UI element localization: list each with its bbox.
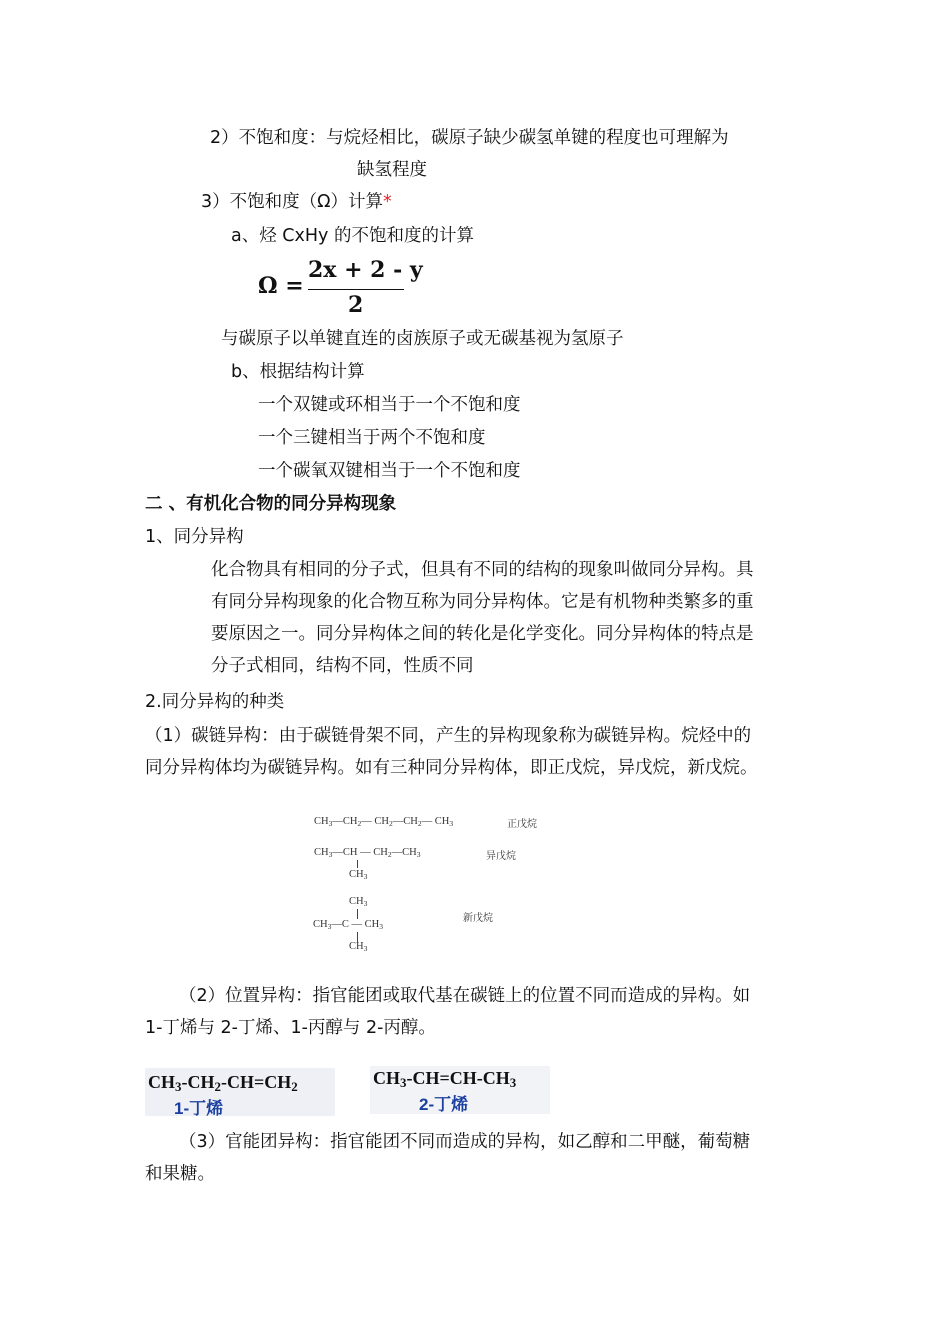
item3-heading <box>201 190 392 214</box>
important-star-icon: * <box>383 192 392 212</box>
paragraph-line: （1）碳链异构：由于碳链骨架不同，产生的异构现象称为碳链异构。烷烃中的 <box>145 726 752 746</box>
functional-group-isomerism <box>145 1126 750 1190</box>
paragraph-line: （2）位置异构：指官能团或取代基在碳链上的位置不同而造成的异构。如 <box>179 986 751 1006</box>
item2-line2: 缺氢程度 <box>357 160 427 180</box>
item-b-label: b、根据结构计算 <box>231 362 365 382</box>
formula-lhs: Ω = <box>258 273 304 299</box>
1-butene-name: 1-丁烯 <box>174 1099 224 1118</box>
halogen-note: 与碳原子以单键直连的卤族原子或无碳基视为氢原子 <box>221 329 624 349</box>
isopentane-name: 异戊烷 <box>486 851 516 862</box>
subheading-isomerism: 1、同分异构 <box>145 527 244 547</box>
isopentane-branch: $CH_3$ <box>349 869 368 881</box>
rule-double-bond: 一个双键或环相当于一个不饱和度 <box>258 395 521 415</box>
neopentane-top: $CH_3$ <box>349 896 368 908</box>
section2-heading: 二 、有机化合物的同分异构现象 <box>145 494 397 514</box>
neopentane-main: $CH_3—C$ — $CH_3$ <box>313 919 383 931</box>
item-a-label: a、烃 CxHy 的不饱和度的计算 <box>231 226 474 246</box>
paragraph-line: 要原因之一。同分异构体之间的转化是化学变化。同分异构体的特点是 <box>211 624 754 644</box>
subheading-types: 2.同分异构的种类 <box>145 692 285 712</box>
bond-line <box>357 909 358 919</box>
isopentane-formula: $CH_3—CH$ — $CH_2—CH_3$ <box>314 847 421 859</box>
item3-label: 3）不饱和度（Ω）计算 <box>201 192 384 212</box>
neopentane-bottom: $CH_3$ <box>349 941 368 953</box>
rule-triple-bond: 一个三键相当于两个不饱和度 <box>258 428 486 448</box>
paragraph-line: （3）官能团异构：指官能团不同而造成的异构，如乙醇和二甲醚，葡萄糖 <box>179 1132 751 1152</box>
fraction-bar <box>308 289 404 290</box>
2-butene-name: 2-丁烯 <box>419 1095 469 1114</box>
2-butene-formula: $CH_3-CH=CH-CH_3$ <box>373 1068 517 1091</box>
rule-carbonyl: 一个碳氧双键相当于一个不饱和度 <box>258 461 521 481</box>
n-pentane-formula: $CH_3—CH_2—$ $CH_2—CH_2—$ $CH_3$ <box>314 816 454 828</box>
carbon-chain-isomerism <box>145 720 758 784</box>
paragraph-line: 1-丁烯与 2-丁烯、1-丙醇与 2-丙醇。 <box>145 1018 436 1038</box>
isomerism-definition <box>211 554 754 682</box>
bond-line <box>357 860 358 868</box>
neopentane-name: 新戊烷 <box>463 913 493 924</box>
item2-line1: 2）不饱和度：与烷烃相比，碳原子缺少碳氢单键的程度也可理解为 <box>210 128 729 148</box>
paragraph-line: 分子式相同，结构不同，性质不同 <box>211 656 474 676</box>
paragraph-line: 有同分异构现象的化合物互称为同分异构体。它是有机物种类繁多的重 <box>211 592 754 612</box>
position-isomerism <box>145 980 750 1044</box>
paragraph-line: 和果糖。 <box>145 1164 215 1184</box>
paragraph-line: 同分异构体均为碳链异构。如有三种同分异构体，即正戊烷，异戊烷，新戊烷。 <box>145 758 758 778</box>
paragraph-line: 化合物具有相同的分子式，但具有不同的结构的现象叫做同分异构。具 <box>211 560 754 580</box>
n-pentane-name: 正戊烷 <box>507 819 537 830</box>
formula-denominator: 2 <box>348 292 364 318</box>
1-butene-formula: $CH_3-CH_2-CH=CH_2$ <box>148 1072 298 1095</box>
formula-numerator: 2x + 2 - y <box>308 257 423 283</box>
